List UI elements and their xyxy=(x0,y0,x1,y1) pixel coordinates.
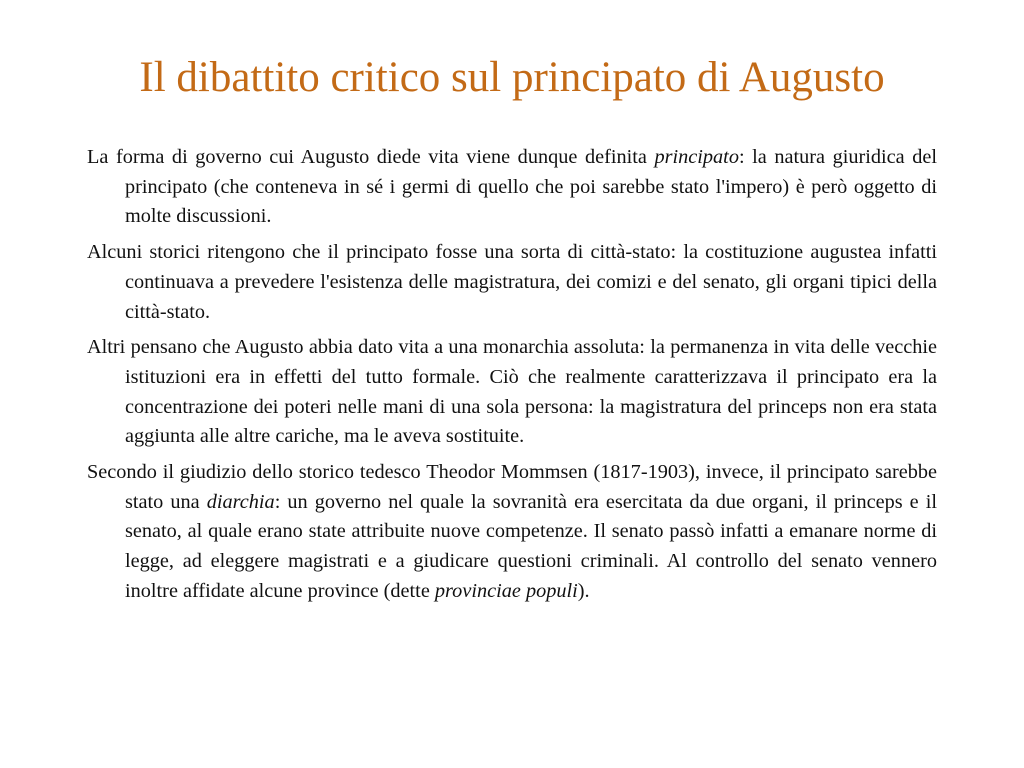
paragraph-monarchia xyxy=(87,333,937,452)
paragraph-citta-stato xyxy=(87,238,937,327)
paragraph-text: Secondo il giudizio dello storico tedesco Theodor Mommsen (1817-1903), invece, il principato sarebbe stato una xyxy=(87,461,937,513)
slide-body xyxy=(87,143,937,607)
italic-term-provinciae-populi: provinciae populi xyxy=(434,579,578,602)
paragraph-text: Alcuni storici ritengono che il principato fosse una sorta di città-stato: la costituzione augustea infatti continuava a prevedere l'esistenza delle magistratura, dei comizi e del senato, gli organi tipici della città-stato. xyxy=(87,241,937,323)
paragraph-diarchia xyxy=(87,458,937,607)
paragraph-text: ). xyxy=(577,579,590,602)
paragraph-principato xyxy=(87,143,937,232)
paragraph-text: : la natura giuridica del principato (che conteneva in sé i germi di quello che poi sarebbe stato l'impero) è però oggetto di molte discussioni. xyxy=(125,146,937,228)
italic-term-diarchia: diarchia xyxy=(206,490,275,513)
paragraph-text: La forma di governo cui Augusto diede vita viene dunque definita xyxy=(87,146,655,168)
paragraph-text: : un governo nel quale la sovranità era esercitata da due organi, il princeps e il senato, al quale erano state attribuite nuove competenze. Il senato passò infatti a emanare norme di legge, ad eleggere magistrati e a giudicare questioni criminali. Al controllo del senato vennero inoltre affidate alcune province (dette xyxy=(125,490,937,602)
italic-term-principato: principato xyxy=(654,146,739,168)
slide-title: Il dibattito critico sul principato di Augusto xyxy=(139,54,885,101)
paragraph-text: Altri pensano che Augusto abbia dato vita a una monarchia assoluta: la permanenza in vita delle vecchie istituzioni era in effetti del tutto formale. Ciò che realmente caratterizzava il principato era la concentrazione dei poteri nelle mani di una sola persona: la magistratura del princeps non era stata aggiunta alle altre cariche, ma le aveva sostituite. xyxy=(87,336,937,448)
